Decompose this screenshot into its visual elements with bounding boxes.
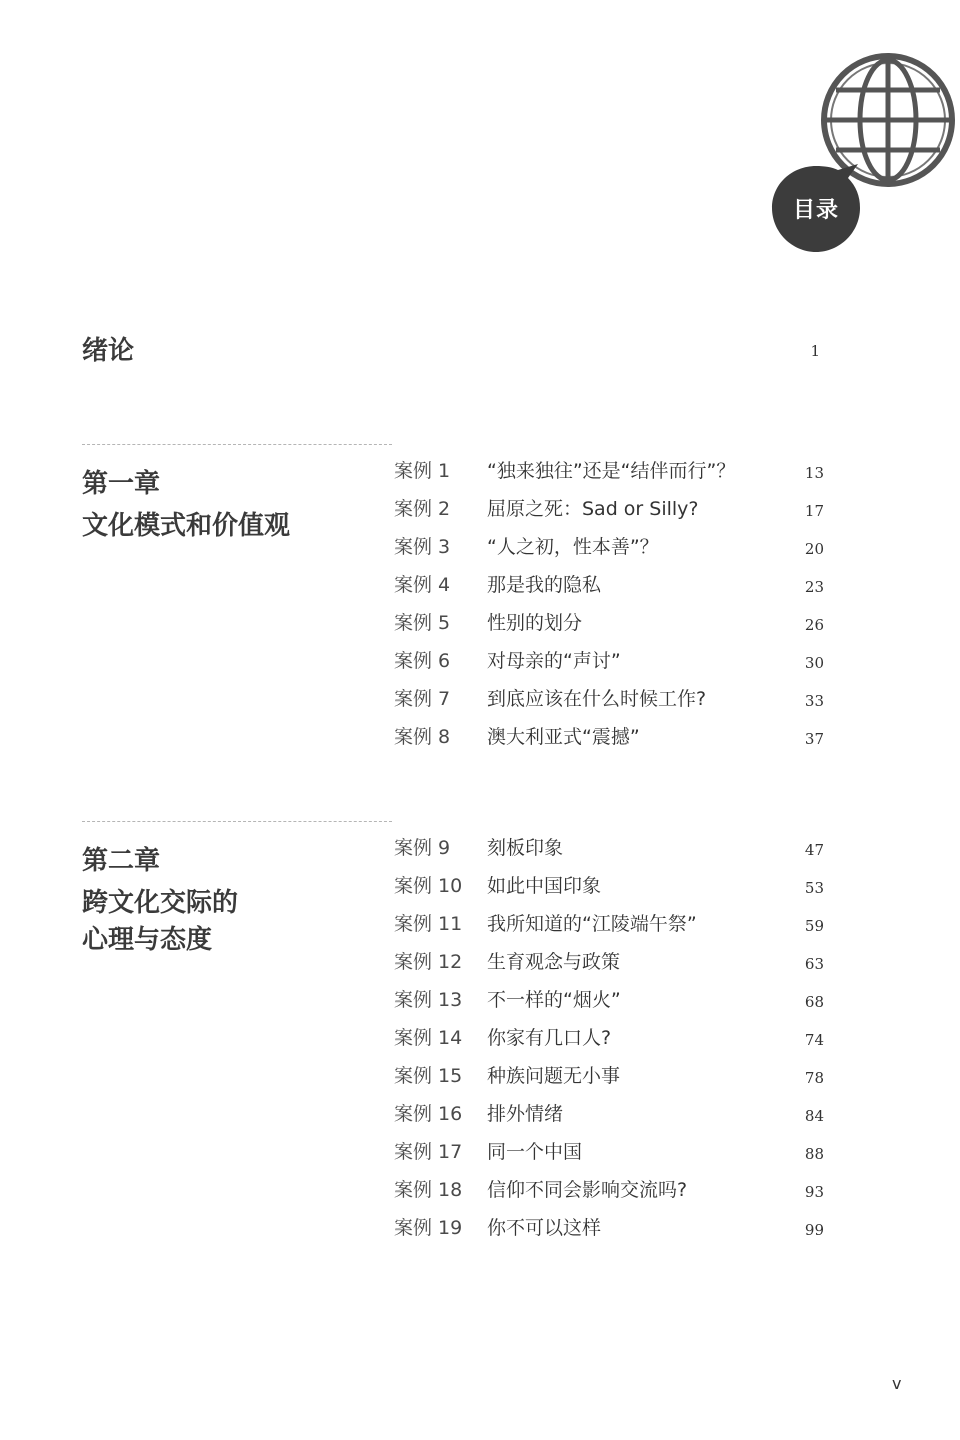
- case-page-number: 59: [804, 917, 824, 935]
- case-page-number: 33: [804, 692, 824, 710]
- case-label: 案例 8: [394, 726, 451, 748]
- case-label: 案例 2: [394, 498, 451, 520]
- case-page-number: 78: [804, 1069, 824, 1087]
- case-title: 那是我的隐私: [487, 574, 602, 596]
- case-label: 案例 15: [394, 1065, 463, 1087]
- case-page-number: 30: [804, 654, 824, 672]
- case-label: 案例 11: [394, 913, 463, 935]
- case-title: “独来独往”还是“结伴而行”？: [487, 460, 736, 482]
- case-entry[interactable]: [394, 1175, 824, 1213]
- case-entry[interactable]: [394, 1099, 824, 1137]
- case-title: 如此中国印象: [487, 875, 602, 897]
- case-label: 案例 5: [394, 612, 451, 634]
- case-title: 生育观念与政策: [487, 951, 621, 973]
- chapter-heading[interactable]: [82, 464, 382, 545]
- case-list: [394, 456, 824, 760]
- case-title: 排外情绪: [487, 1103, 564, 1125]
- intro-page-number: 1: [810, 342, 820, 360]
- case-title: 同一个中国: [487, 1141, 583, 1163]
- case-page-number: 68: [804, 993, 824, 1011]
- case-label: 案例 17: [394, 1141, 463, 1163]
- toc-badge-label: 目录: [792, 198, 839, 223]
- case-entry[interactable]: [394, 494, 824, 532]
- case-entry[interactable]: [394, 1137, 824, 1175]
- case-page-number: 37: [804, 730, 824, 748]
- chapter-number: 第二章: [82, 846, 161, 876]
- chapter-title-line: 跨文化交际的: [82, 888, 239, 918]
- case-title: 种族问题无小事: [487, 1065, 621, 1087]
- case-label: 案例 13: [394, 989, 463, 1011]
- case-title: 性别的划分: [487, 612, 583, 634]
- case-title: 你家有几口人?: [487, 1027, 612, 1049]
- chapter-number: 第一章: [82, 469, 161, 499]
- case-entry[interactable]: [394, 1213, 824, 1251]
- intro-title[interactable]: 绪论: [82, 336, 135, 366]
- case-entry[interactable]: [394, 456, 824, 494]
- case-title: 对母亲的“声讨”: [487, 650, 621, 672]
- case-page-number: 47: [804, 841, 824, 859]
- chapter-divider: [82, 444, 392, 445]
- toc-logo: [760, 50, 960, 260]
- case-label: 案例 6: [394, 650, 451, 672]
- case-page-number: 88: [804, 1145, 824, 1163]
- case-page-number: 99: [804, 1221, 824, 1239]
- case-list: [394, 833, 824, 1251]
- case-page-number: 84: [804, 1107, 824, 1125]
- case-label: 案例 19: [394, 1217, 463, 1239]
- case-entry[interactable]: [394, 1061, 824, 1099]
- case-title: 信仰不同会影响交流吗?: [487, 1179, 688, 1201]
- case-page-number: 17: [804, 502, 824, 520]
- case-label: 案例 18: [394, 1179, 463, 1201]
- chapter-title-line: 文化模式和价值观: [82, 511, 291, 541]
- case-page-number: 53: [804, 879, 824, 897]
- case-label: 案例 3: [394, 536, 451, 558]
- case-label: 案例 10: [394, 875, 463, 897]
- case-title: 澳大利亚式“震撼”: [487, 726, 640, 748]
- chapter-divider: [82, 821, 392, 822]
- case-entry[interactable]: [394, 947, 824, 985]
- case-entry[interactable]: [394, 646, 824, 684]
- chapter-heading[interactable]: [82, 841, 382, 959]
- case-page-number: 74: [804, 1031, 824, 1049]
- case-entry[interactable]: [394, 684, 824, 722]
- case-label: 案例 14: [394, 1027, 463, 1049]
- case-page-number: 26: [804, 616, 824, 634]
- case-entry[interactable]: [394, 608, 824, 646]
- case-entry[interactable]: [394, 570, 824, 608]
- case-label: 案例 4: [394, 574, 451, 596]
- case-entry[interactable]: [394, 985, 824, 1023]
- case-label: 案例 1: [394, 460, 451, 482]
- case-title: 我所知道的“江陵端午祭”: [487, 913, 697, 935]
- page-folio: v: [892, 1374, 902, 1393]
- case-entry[interactable]: [394, 532, 824, 570]
- chapter-title-line: 心理与态度: [82, 925, 213, 955]
- case-page-number: 13: [804, 464, 824, 482]
- case-entry[interactable]: [394, 871, 824, 909]
- case-page-number: 93: [804, 1183, 824, 1201]
- case-label: 案例 7: [394, 688, 451, 710]
- case-page-number: 23: [804, 578, 824, 596]
- case-label: 案例 16: [394, 1103, 463, 1125]
- case-title: 你不可以这样: [487, 1217, 602, 1239]
- case-title: 屈原之死：Sad or Silly?: [487, 498, 699, 520]
- case-entry[interactable]: [394, 722, 824, 760]
- case-title: 刻板印象: [487, 837, 564, 859]
- case-entry[interactable]: [394, 909, 824, 947]
- case-title: 不一样的“烟火”: [487, 989, 621, 1011]
- case-page-number: 63: [804, 955, 824, 973]
- case-title: 到底应该在什么时候工作?: [487, 688, 707, 710]
- case-page-number: 20: [804, 540, 824, 558]
- case-entry[interactable]: [394, 833, 824, 871]
- case-label: 案例 9: [394, 837, 451, 859]
- case-entry[interactable]: [394, 1023, 824, 1061]
- case-label: 案例 12: [394, 951, 463, 973]
- case-title: “人之初，性本善”？: [487, 536, 659, 558]
